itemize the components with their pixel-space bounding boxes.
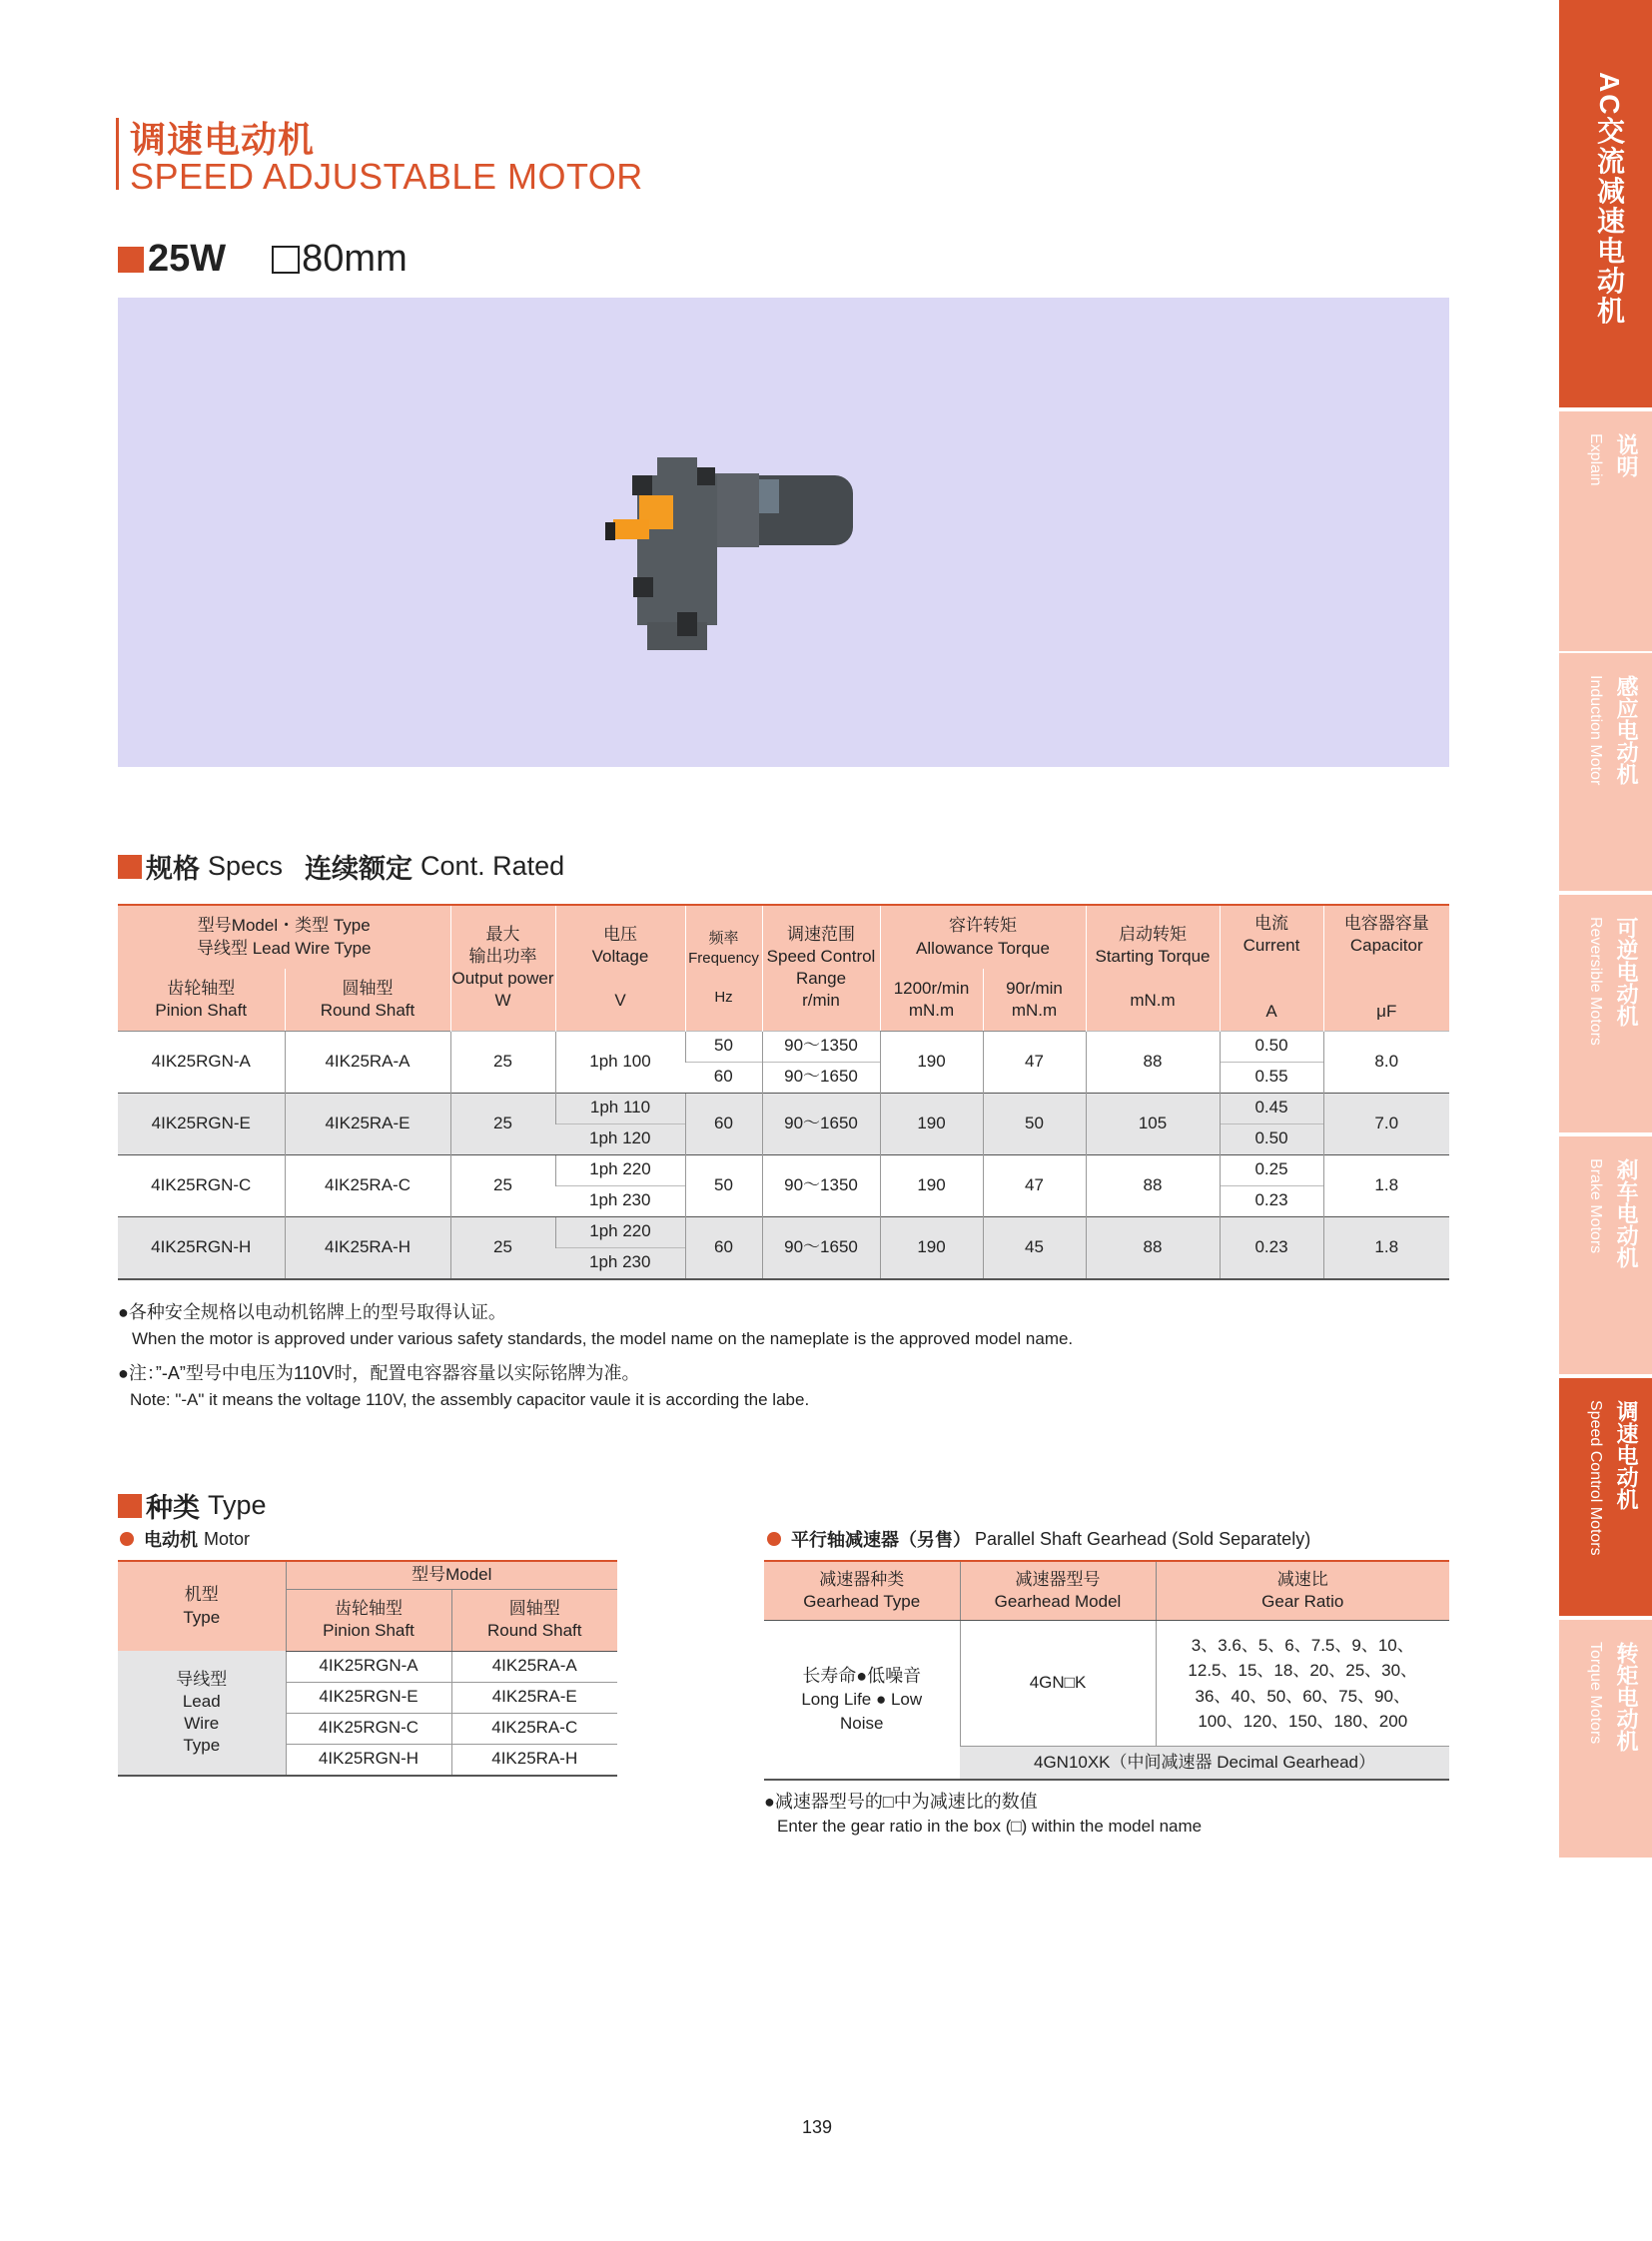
title-accent-bar: [116, 118, 119, 190]
pinion-shaft-header: 齿轮轴型 Pinion Shaft: [118, 969, 285, 1031]
type-table: [118, 1560, 617, 1777]
starting-torque-header: 启动转矩 Starting Torque mN.m: [1086, 905, 1220, 1031]
gearhead-label: 平行轴减速器（另售） Parallel Shaft Gearhead (Sold Separately): [767, 1526, 1310, 1552]
page-title-en: SPEED ADJUSTABLE MOTOR: [130, 156, 643, 197]
frame-size: 80mm: [302, 238, 408, 280]
speed-header: 调速范围 Speed Control Range r/min: [762, 905, 880, 1031]
model-type-header: 型号Model・类型 Type 导线型 Lead Wire Type: [118, 905, 450, 969]
side-tab-reversible[interactable]: 可逆电动机 Reversible Motors: [1559, 895, 1652, 1132]
empty-square-icon: [272, 246, 300, 274]
side-tab-ac-motor[interactable]: AC交流减速电动机: [1559, 0, 1652, 407]
side-tab-brake[interactable]: 刹车电动机 Brake Motors: [1559, 1136, 1652, 1374]
table-row: 4IK25RGN-C 4IK25RA-C 25 1ph 220 50 90～1350 190 47 88 0.25 1.8: [118, 1154, 1449, 1185]
type-header: 机型 Type: [118, 1561, 286, 1651]
filled-square-icon: [118, 855, 142, 879]
pinion-shaft-header: 齿轮轴型 Pinion Shaft: [286, 1589, 451, 1651]
table-row: 1ph 230 0.23: [118, 1185, 1449, 1216]
lead-wire-type-cell: 导线型 Lead Wire Type: [118, 1651, 286, 1776]
gear-ratio-cell: 3、3.6、5、6、7.5、9、10、 12.5、15、18、20、25、30、 36、40、50、60、75、90、 100、120、150、180、200: [1156, 1621, 1449, 1747]
power-header: 最大 输出功率 Output power W: [450, 905, 555, 1031]
gearhead-table: [764, 1560, 1449, 1781]
gear-note-cn: ●减速器型号的□中为减速比的数值: [764, 1792, 1038, 1812]
gear-note-en: Enter the gear ratio in the box (□) within the model name: [777, 1817, 1203, 1836]
gearhead-model-cell: 4GN□K: [960, 1621, 1156, 1747]
gearhead-type-header: 减速器种类 Gearhead Type: [764, 1561, 960, 1621]
round-shaft-header: 圆轴型 Round Shaft: [451, 1589, 617, 1651]
filled-square-icon: [118, 1494, 142, 1518]
type-heading: 种类 Type: [118, 1486, 267, 1525]
bullet-dot-icon: [120, 1532, 134, 1546]
round-shaft-header: 圆轴型 Round Shaft: [285, 969, 450, 1031]
table-row: [764, 1621, 1449, 1747]
table-row: 4IK25RGN-E 4IK25RA-E 25 1ph 110 60 90～1650 190 50 105 0.45 7.0: [118, 1093, 1449, 1123]
frequency-header: 频率 Frequency Hz: [685, 905, 762, 1031]
page-title-cn: 调速电动机: [130, 119, 316, 160]
filled-square-icon: [118, 247, 144, 273]
motor-image: [118, 298, 1449, 767]
note-2-cn: ●注：”-A”型号中电压为110V时，配置电容器容量以实际铭牌为准。: [118, 1363, 640, 1383]
torque-1200-header: 1200r/min mN.m: [880, 969, 983, 1031]
side-tab-induction[interactable]: 感应电动机 Induction Motor: [1559, 653, 1652, 891]
page-number: 139: [802, 2117, 833, 2137]
side-tab-speed-control[interactable]: 调速电动机 Speed Control Motors: [1559, 1378, 1652, 1616]
long-life-cell: 长寿命●低噪音 Long Life ● Low Noise: [801, 1665, 923, 1733]
spec-table: [118, 904, 1449, 1280]
side-tab-torque[interactable]: 转矩电动机 Torque Motors: [1559, 1620, 1652, 1858]
table-row: 1ph 230: [118, 1247, 1449, 1279]
bullet-dot-icon: [767, 1532, 781, 1546]
voltage-header: 电压 Voltage V: [555, 905, 685, 1031]
capacitor-header: 电容器容量 Capacitor μF: [1323, 905, 1449, 1031]
note-1-en: When the motor is approved under various safety standards, the model name on the nameplate is the approved model name.: [132, 1329, 1074, 1348]
specs-heading: 规格 Specs 连续额定 Cont. Rated: [118, 847, 564, 886]
table-row: 4IK25RGN-A 4IK25RA-A 25 1ph 100 50 90～1350 190 47 88 0.50 8.0: [118, 1031, 1449, 1062]
table-row: 4IK25RGN-E 4IK25RA-E: [118, 1682, 617, 1713]
product-photo: [118, 298, 1449, 767]
table-row: 导线型 Lead Wire Type 4IK25RGN-A 4IK25RA-A: [118, 1651, 617, 1682]
power-size-line: [118, 238, 408, 281]
table-row: 4IK25RGN-C 4IK25RA-C: [118, 1713, 617, 1744]
gearhead-model-header: 减速器型号 Gearhead Model: [960, 1561, 1156, 1621]
table-row: 60 90～1650 0.55: [118, 1062, 1449, 1093]
decimal-gearhead-cell: 4GN10XK（中间减速器 Decimal Gearhead）: [960, 1747, 1449, 1781]
motor-label: 电动机 Motor: [120, 1526, 250, 1552]
torque-90-header: 90r/min mN.m: [983, 969, 1086, 1031]
current-header: 电流 Current A: [1220, 905, 1323, 1031]
table-row: 1ph 120 0.50: [118, 1123, 1449, 1154]
torque-header: 容许转矩 Allowance Torque: [880, 905, 1086, 969]
side-tab-explain[interactable]: 说明 Explain: [1559, 411, 1652, 651]
power-rating: 25W: [148, 238, 227, 280]
gear-ratio-header: 减速比 Gear Ratio: [1156, 1561, 1449, 1621]
note-1-cn: ●各种安全规格以电动机铭牌上的型号取得认证。: [118, 1302, 506, 1322]
table-row: 4IK25RGN-H 4IK25RA-H 25 1ph 220 60 90～1650 190 45 88 0.23 1.8: [118, 1216, 1449, 1247]
note-2-en: Note: "-A" it means the voltage 110V, the assembly capacitor vaule it is according the labe.: [130, 1390, 810, 1409]
table-row: 4IK25RGN-H 4IK25RA-H: [118, 1744, 617, 1776]
model-header: 型号Model: [286, 1561, 617, 1589]
